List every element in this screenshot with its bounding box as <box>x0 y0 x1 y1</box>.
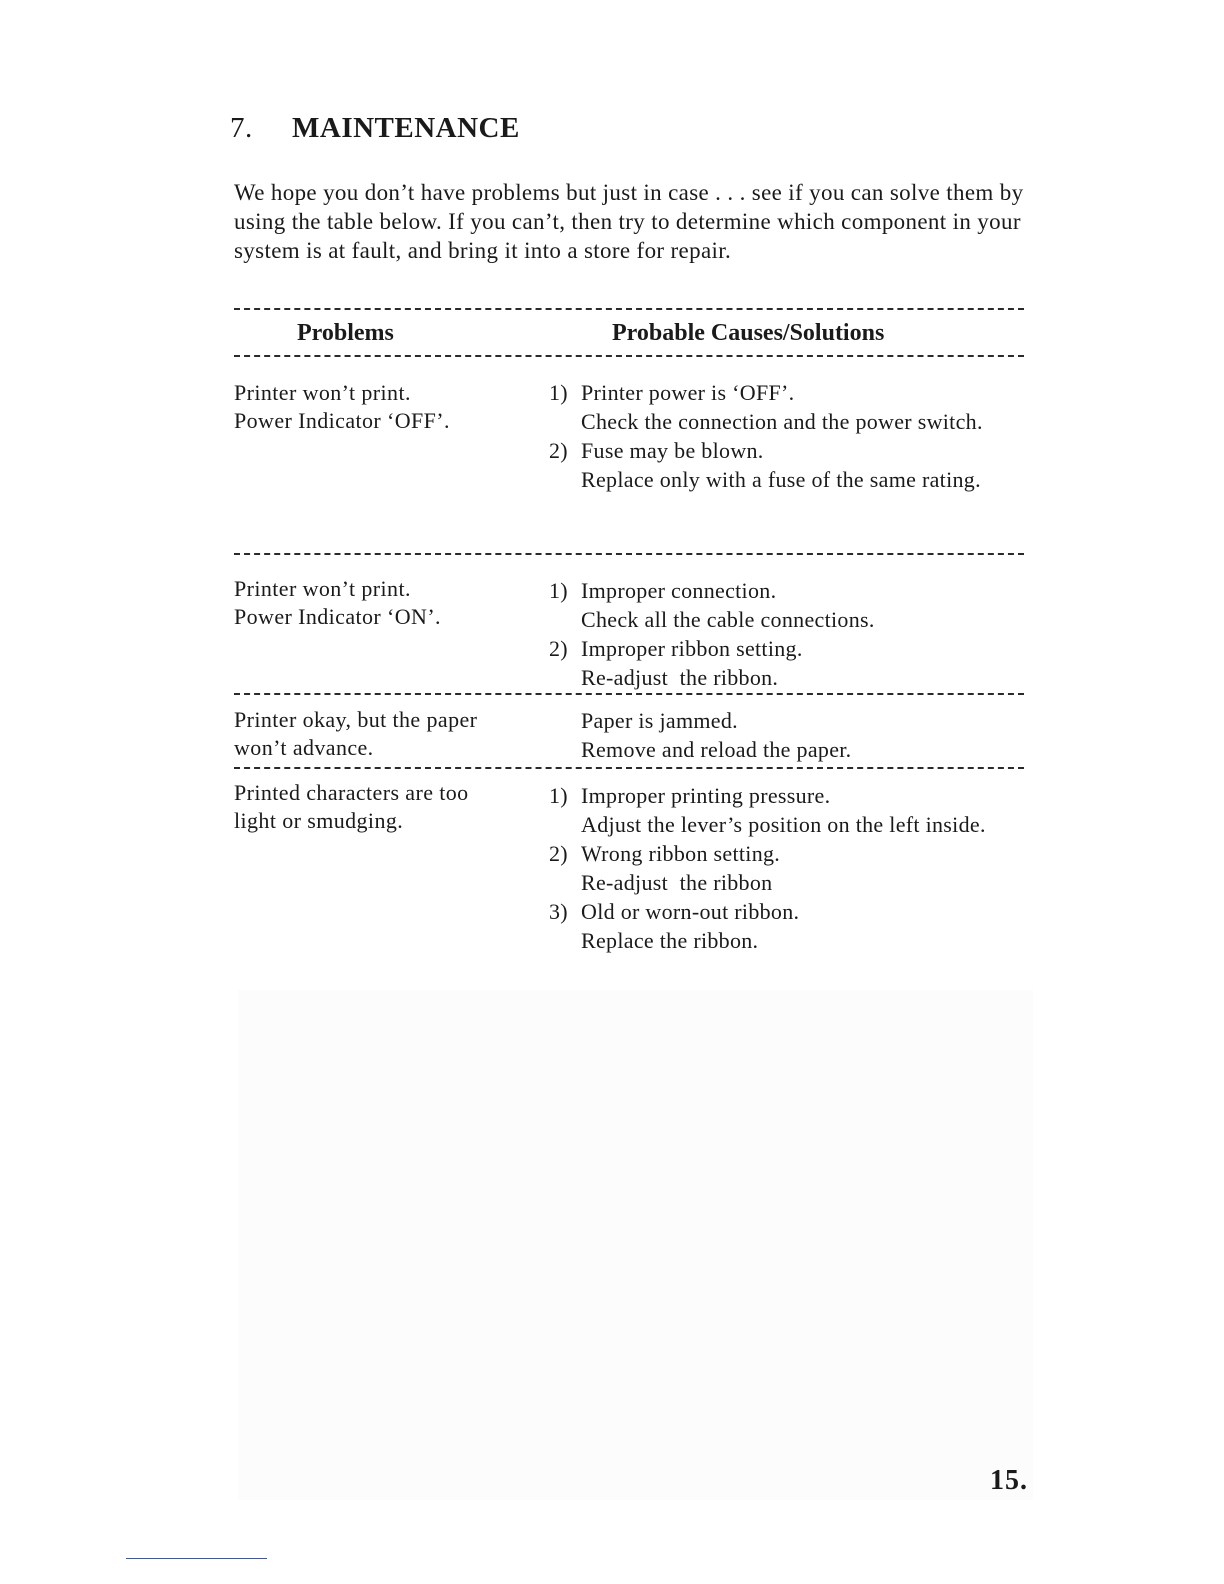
page-number: 15. <box>990 1465 1028 1496</box>
step-number: 2) <box>549 438 568 463</box>
solution-step <box>549 897 1019 955</box>
cause-text: Improper printing pressure. <box>581 783 831 808</box>
row-divider <box>234 693 1024 695</box>
solution-text: Adjust the lever’s position on the left inside. <box>581 812 986 837</box>
solution-cell <box>549 706 1019 764</box>
solution-cell <box>549 576 1019 692</box>
problem-cell: Printer won’t print. Power Indicator ‘ON’. <box>234 576 441 629</box>
section-heading <box>230 112 520 145</box>
table-top-rule <box>234 308 1024 310</box>
solution-step <box>549 378 1019 436</box>
cause-text: Old or worn-out ribbon. <box>581 899 800 924</box>
solution-step <box>549 706 1019 764</box>
cause-text: Fuse may be blown. <box>581 438 764 463</box>
solution-step <box>549 781 1019 839</box>
step-number: 1) <box>549 783 568 808</box>
solution-step <box>549 839 1019 897</box>
solution-step <box>549 634 1019 692</box>
intro-paragraph: We hope you don’t have problems but just in case . . . see if you can solve them by using the table below. If you can’t, then try to determine which component in your system is at fault, and bring it into a store for repair. <box>234 180 1024 263</box>
row-divider <box>234 767 1024 769</box>
cause-text: Printer power is ‘OFF’. <box>581 380 795 405</box>
section-number: 7. <box>230 112 253 144</box>
problem-cell: Printed characters are too light or smudging. <box>234 780 469 833</box>
cause-text: Wrong ribbon setting. <box>581 841 781 866</box>
solution-text: Remove and reload the paper. <box>581 737 852 762</box>
solution-text: Re-adjust the ribbon. <box>581 665 779 690</box>
problem-cell: Printer won’t print. Power Indicator ‘OFF’. <box>234 380 450 433</box>
solution-step <box>549 576 1019 634</box>
step-number: 1) <box>549 380 568 405</box>
solution-cell <box>549 378 1019 494</box>
step-number: 1) <box>549 578 568 603</box>
solution-text: Replace only with a fuse of the same rating. <box>581 467 981 492</box>
problem-cell: Printer okay, but the paper won’t advance. <box>234 707 478 760</box>
step-number: 3) <box>549 899 568 924</box>
column-header-causes: Probable Causes/Solutions <box>612 320 885 346</box>
cause-text: Improper connection. <box>581 578 777 603</box>
cause-text: Improper ribbon setting. <box>581 636 803 661</box>
solution-text: Check all the cable connections. <box>581 607 875 632</box>
column-header-problems: Problems <box>297 320 394 346</box>
solution-cell <box>549 781 1019 955</box>
cause-text: Paper is jammed. <box>581 708 738 733</box>
step-number: 2) <box>549 841 568 866</box>
solution-text: Re-adjust the ribbon <box>581 870 773 895</box>
solution-step <box>549 436 1019 494</box>
row-divider <box>234 553 1024 555</box>
page-shading <box>238 990 1033 1500</box>
step-number <box>549 706 581 764</box>
solution-text: Check the connection and the power switch. <box>581 409 983 434</box>
step-number: 2) <box>549 636 568 661</box>
scan-mark-line <box>126 1558 267 1559</box>
header-bottom-rule <box>234 355 1024 357</box>
section-title: MAINTENANCE <box>292 112 520 144</box>
solution-text: Replace the ribbon. <box>581 928 759 953</box>
